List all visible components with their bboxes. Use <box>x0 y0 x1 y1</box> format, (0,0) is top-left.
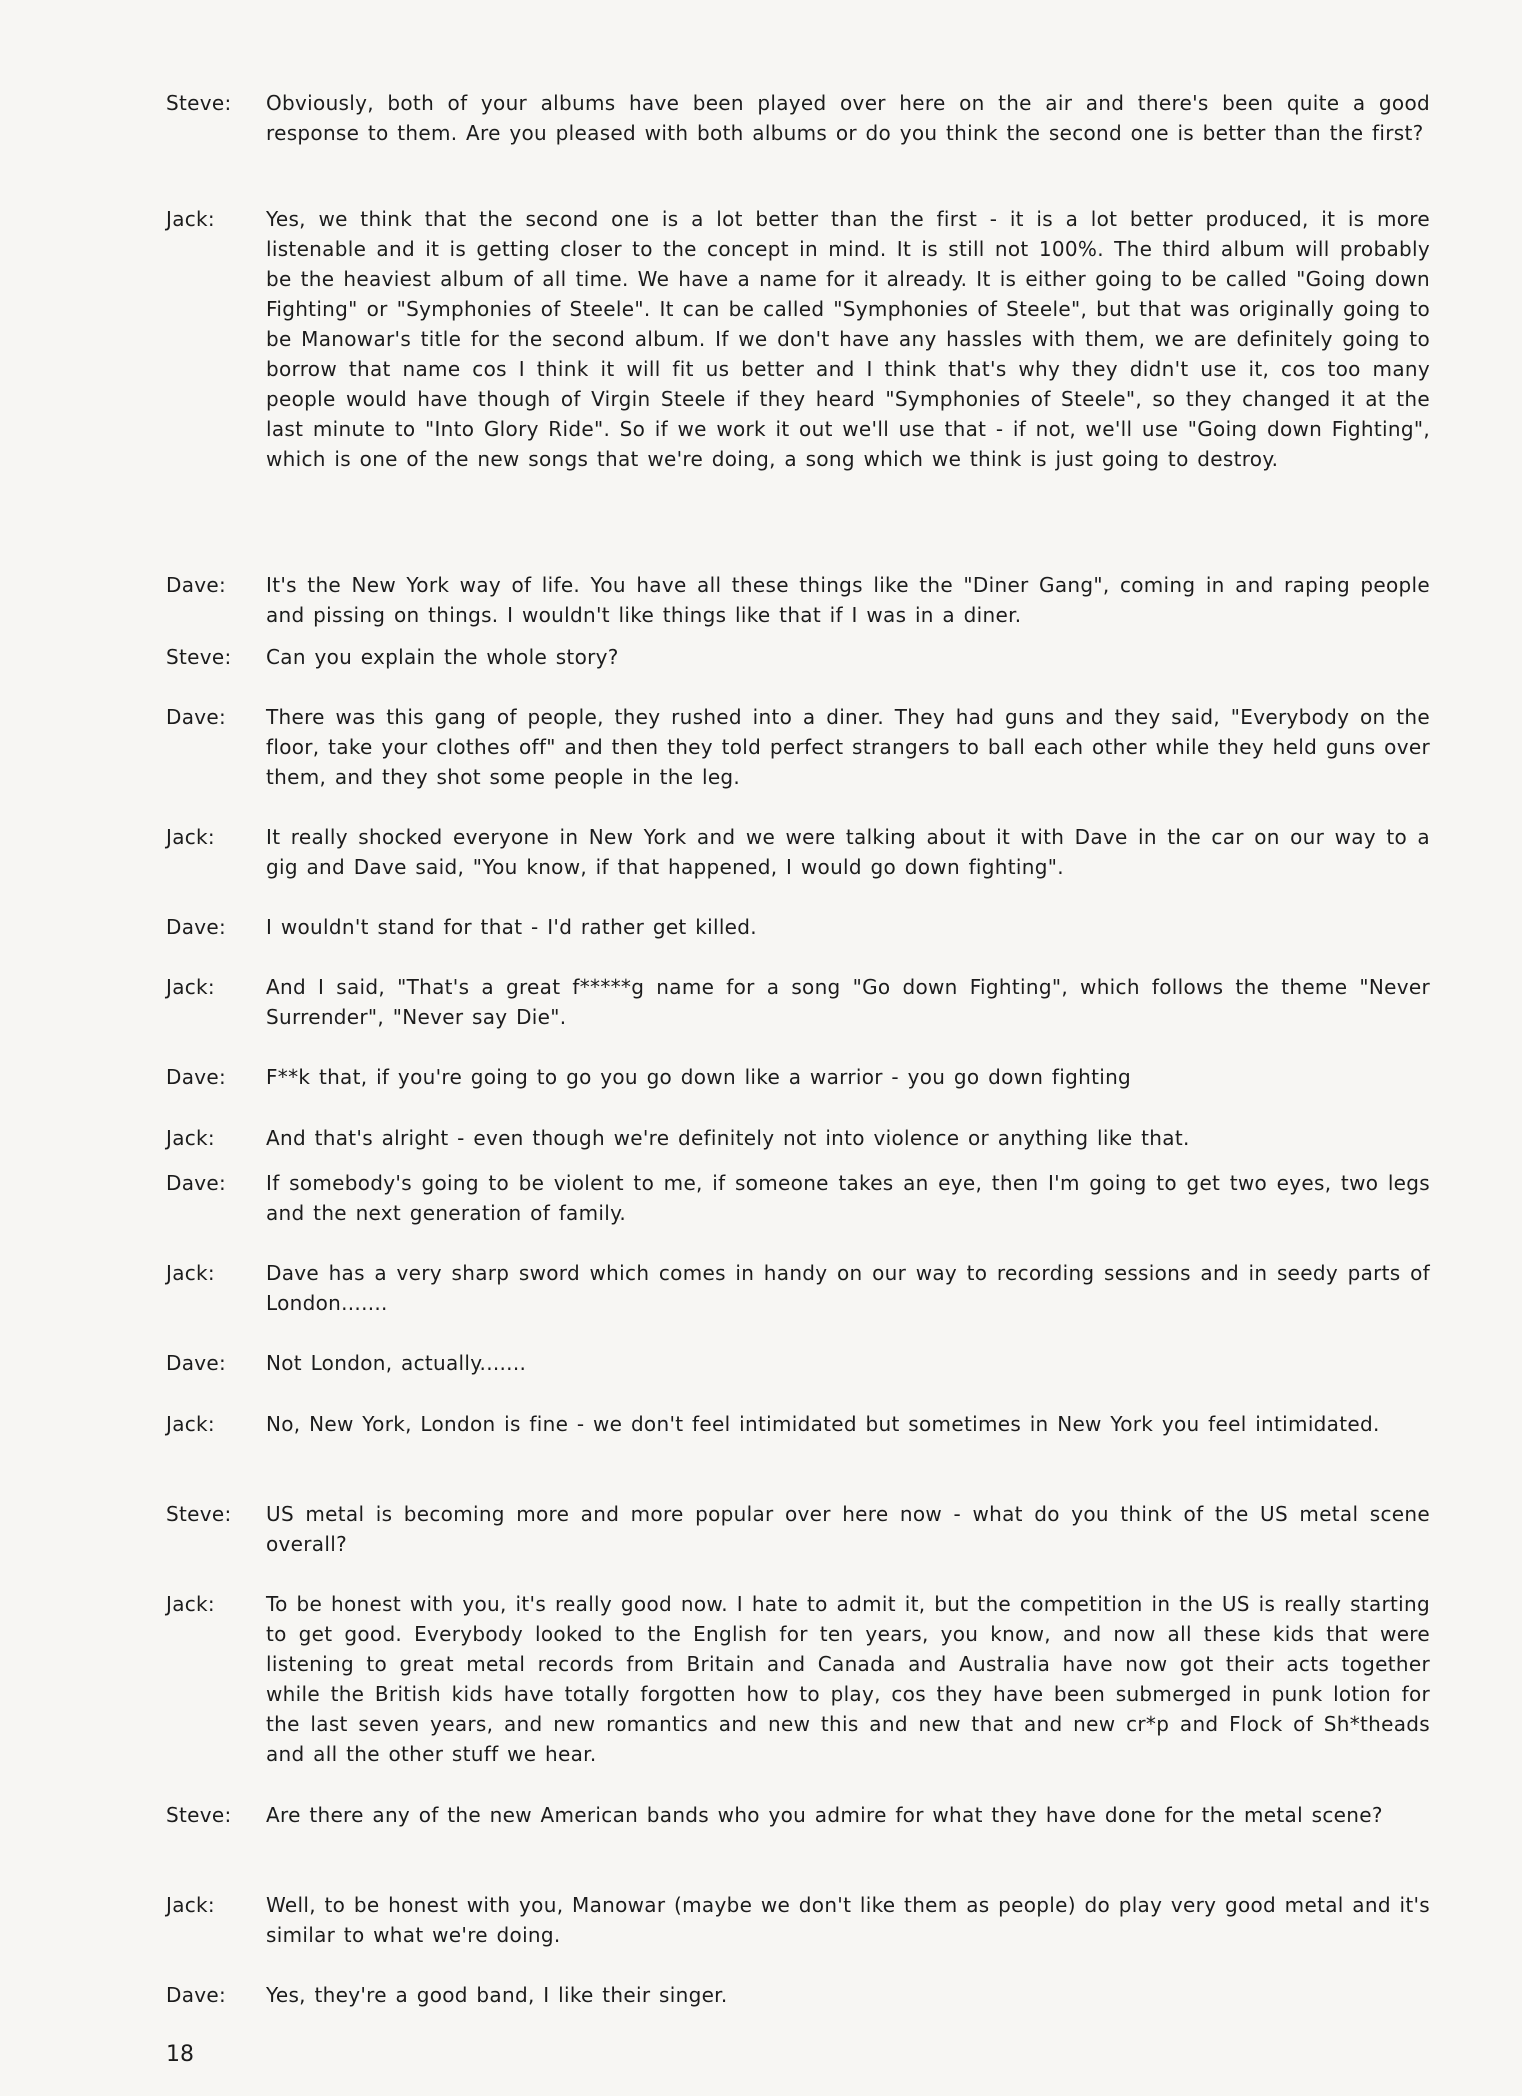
speaker-text: Can you explain the whole story? <box>266 645 619 669</box>
speaker-name: Jack: <box>166 975 215 999</box>
speaker-text: I wouldn't stand for that - I'd rather get killed. <box>266 915 757 939</box>
speaker-name: Dave: <box>166 1351 227 1375</box>
speaker-name: Dave: <box>166 915 227 939</box>
speaker-text: Obviously, both of your albums have been played over here on the air and there's been quite a good response to them. Are you pleased with both albums or do you think the second one is better than the first? <box>266 91 1430 145</box>
speaker-name: Dave: <box>166 573 227 597</box>
speaker-name: Jack: <box>166 1261 215 1285</box>
speaker-text: No, New York, London is fine - we don't feel intimidated but sometimes in New York you feel intimidated. <box>266 1412 1380 1436</box>
speaker-text: Not London, actually....... <box>266 1351 527 1375</box>
speaker-text: Yes, we think that the second one is a lot better than the first - it is a lot better produced, it is more listenable and it is getting closer to the concept in mind. It is still not 100%. The third album will probably be the heaviest album of all time. We have a name for it already. It is either going to be called "Going down Fighting" or "Symphonies of Steele". It can be called "Symphonies of Steele", but that was originally going to be Manowar's title for the second album. If we don't have any hassles with them, we are definitely going to borrow that name cos I think it will fit us better and I think that's why they didn't use it, cos too many people would have though of Virgin Steele if they heard "Symphonies of Steele", so they changed it at the last minute to "Into Glory Ride". So if we work it out we'll use that - if not, we'll use "Going down Fighting", which is one of the new songs that we're doing, a song which we think is just going to destroy. <box>266 207 1430 471</box>
speaker-name: Dave: <box>166 1065 227 1089</box>
speaker-text: It really shocked everyone in New York and we were talking about it with Dave in the car on our way to a gig and Dave said, "You know, if that happened, I would go down fighting". <box>266 825 1430 879</box>
speaker-text: And I said, "That's a great f*****g name for a song "Go down Fighting", which follows the theme "Never Surrender", "Never say Die". <box>266 975 1430 1029</box>
speaker-name: Steve: <box>166 1803 232 1827</box>
speaker-text: F**k that, if you're going to go you go down like a warrior - you go down fighting <box>266 1065 1132 1089</box>
speaker-text: To be honest with you, it's really good now. I hate to admit it, but the competition in the US is really starting to get good. Everybody looked to the English for ten years, you know, and now all these kids that were listening to great metal records from Britain and Canada and Australia have now got their acts together while the British kids have totally forgotten how to play, cos they have been submerged in punk lotion for the last seven years, and new romantics and new this and new that and new cr*p and Flock of Sh*theads and all the other stuff we hear. <box>266 1592 1430 1766</box>
speaker-name: Jack: <box>166 1893 215 1917</box>
speaker-name: Jack: <box>166 1592 215 1616</box>
speaker-text: Yes, they're a good band, I like their singer. <box>266 1983 728 2007</box>
speaker-text: If somebody's going to be violent to me, if someone takes an eye, then I'm going to get two eyes, two legs and the next generation of family. <box>266 1171 1430 1225</box>
speaker-text: Are there any of the new American bands who you admire for what they have done for the metal scene? <box>266 1803 1383 1827</box>
speaker-name: Dave: <box>166 705 227 729</box>
speaker-name: Dave: <box>166 1983 227 2007</box>
speaker-name: Jack: <box>166 1412 215 1436</box>
speaker-text: And that's alright - even though we're definitely not into violence or anything like that. <box>266 1126 1190 1150</box>
page-number: 18 <box>166 2042 194 2067</box>
speaker-name: Jack: <box>166 825 215 849</box>
speaker-name: Jack: <box>166 207 215 231</box>
speaker-name: Jack: <box>166 1126 215 1150</box>
speaker-text: US metal is becoming more and more popular over here now - what do you think of the US metal scene overall? <box>266 1502 1430 1556</box>
speaker-text: It's the New York way of life. You have all these things like the "Diner Gang", coming in and raping people and pissing on things. I wouldn't like things like that if I was in a diner. <box>266 573 1430 627</box>
speaker-name: Steve: <box>166 645 232 669</box>
speaker-name: Steve: <box>166 91 232 115</box>
speaker-text: Well, to be honest with you, Manowar (maybe we don't like them as people) do play very good metal and it's similar to what we're doing. <box>266 1893 1430 1947</box>
speaker-name: Steve: <box>166 1502 232 1526</box>
speaker-text: Dave has a very sharp sword which comes in handy on our way to recording sessions and in seedy parts of London....... <box>266 1261 1430 1315</box>
speaker-text: There was this gang of people, they rushed into a diner. They had guns and they said, "Everybody on the floor, take your clothes off" and then they told perfect strangers to ball each other while they held guns over them, and they shot some people in the leg. <box>266 705 1430 789</box>
speaker-name: Dave: <box>166 1171 227 1195</box>
